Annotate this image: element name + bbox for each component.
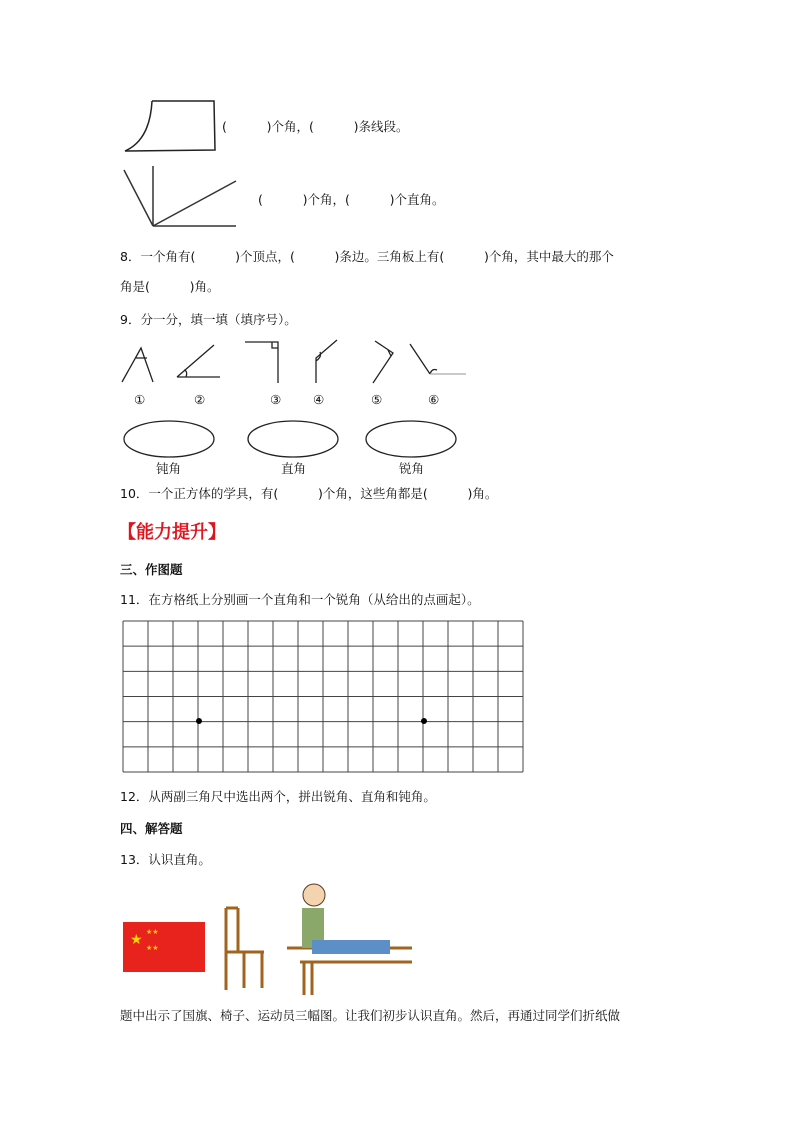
q12: 12．从两副三角尺中选出两个，拼出锐角、直角和钝角。 (120, 789, 436, 804)
q9-title: 9．分一分，填一填（填序号）。 (120, 312, 297, 327)
section-3-heading: 三、作图题 (120, 562, 183, 577)
chair-image (226, 908, 264, 990)
section-ability: 【能力提升】 (118, 522, 226, 543)
svg-text:★★: ★★ (146, 928, 159, 936)
svg-text:★★: ★★ (146, 944, 159, 952)
athlete-image (287, 884, 412, 995)
start-point (196, 718, 202, 724)
angle-figures (122, 340, 466, 457)
q8-line1: 8．一个角有( )个顶点，( )条边。三角板上有( )个角，其中最大的那个 (120, 249, 614, 264)
group-label-acute: 锐角 (399, 461, 425, 476)
q7-line1: ( )个角，( )条线段。 (222, 119, 409, 134)
group-label-right: 直角 (281, 461, 307, 476)
figure-label: ④ (313, 392, 325, 407)
flag-image (123, 922, 205, 972)
section-4-heading: 四、解答题 (120, 821, 183, 836)
q10: 10．一个正方体的学具，有( )个角，这些角都是( )角。 (120, 486, 498, 501)
q13-title: 13．认识直角。 (120, 852, 211, 867)
q13-text: 题中出示了国旗、椅子、运动员三幅图。让我们初步认识直角。然后，再通过同学们折纸做 (120, 1008, 621, 1023)
figure-label: ⑤ (371, 392, 383, 407)
figure-label: ⑥ (428, 392, 440, 407)
grid-paper (123, 621, 523, 772)
shape-angle-fan (124, 166, 236, 226)
shape-curved-quad (125, 101, 215, 151)
q11: 11．在方格纸上分别画一个直角和一个锐角（从给出的点画起）。 (120, 592, 480, 607)
figure-label: ① (134, 392, 146, 407)
svg-text:★: ★ (130, 932, 143, 948)
group-label-obtuse: 钝角 (156, 461, 182, 476)
q8-line2: 角是( )角。 (120, 279, 220, 294)
figure-label: ③ (270, 392, 282, 407)
q7-line2: ( )个角，( )个直角。 (258, 192, 445, 207)
start-point (421, 718, 427, 724)
figure-label: ② (194, 392, 206, 407)
